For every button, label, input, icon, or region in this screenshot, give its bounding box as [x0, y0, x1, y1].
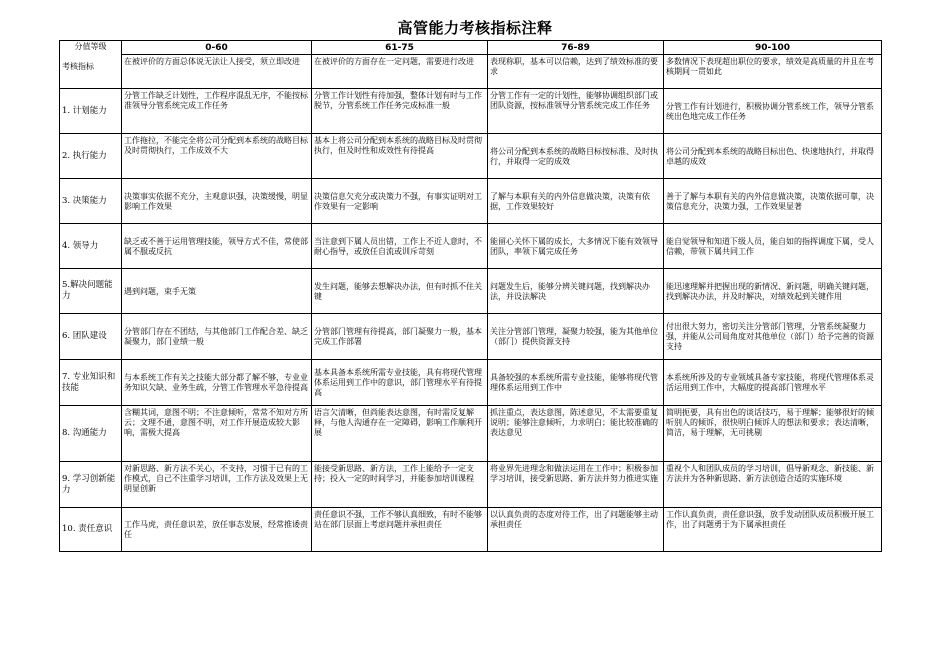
table-row	[60, 462, 882, 508]
table-cell: 善于了解与本职有关的内外信息做决策，决策依据可靠，决策信息充分，决策力强，工作效果显著	[664, 179, 882, 224]
table-cell: 责任意识不强，工作不够认真细致，有时不能够站在部门层面上考虑问题并承担责任	[312, 508, 488, 552]
table-cell: 问题发生后，能够分辨关键问题，找到解决办法，并设法解决	[488, 269, 664, 314]
table-cell: 关注分管部门管理，凝聚力较强，能为其他单位（部门）提供资源支持	[488, 314, 664, 360]
page-title: 高管能力考核指标注释	[397, 19, 553, 37]
table-cell: 能留心关怀下属的成长，大多情况下能有效领导团队，率领下属完成任务	[488, 224, 664, 269]
table-cell: 遇到问题，束手无策	[122, 269, 312, 314]
table-cell: 付出很大努力，密切关注分管部门管理，分管系统凝聚力强，并能从公司局角度对其他单位（部门）给予完善的资源支持	[664, 314, 882, 360]
table-cell: 将业界先进理念和做法运用在工作中；积极参加学习培训，接受新思路、新方法并努力推进实施	[488, 462, 664, 508]
table-cell: 工作拖拉，不能完全将公司分配到本系统的战略目标及时贯彻执行，工作成效不大	[122, 134, 312, 179]
table-row	[60, 360, 882, 406]
row-label: 9. 学习创新能力	[60, 462, 122, 508]
table-cell: 重视个人和团队成员的学习培训，倡导新观念、新技能、新方法并为各种新思路、新方法创造合适的实施环境	[664, 462, 882, 508]
table-cell: 抓注重点，表达意图，陈述意见，不太需要重复说明；能够注意倾听，力求明白；能比较准确的表达意见	[488, 406, 664, 462]
table-cell: 当注意到下属人员出错，工作上不近人意时，不耐心指导，或放任自流或训斥苛刻	[312, 224, 488, 269]
table-row	[60, 224, 882, 269]
table-cell: 含糊其词，意图不明；不注意倾听，常常不知对方所云；文理不通，意图不明，对工作开展造成较大影响，需极大提高	[122, 406, 312, 462]
table-row	[60, 314, 882, 360]
definition-row	[60, 55, 882, 89]
evaluation-table	[59, 40, 882, 552]
table-cell: 对新思路、新方法不关心，不支持，习惯于已有的工作模式，自己不注重学习培训，工作方法及效果上无明显创新	[122, 462, 312, 508]
table-row	[60, 269, 882, 314]
table-row	[60, 179, 882, 224]
table-row	[60, 508, 882, 552]
row-label: 6. 团队建设	[60, 314, 122, 360]
table-row	[60, 89, 882, 134]
table-cell: 能自觉领导和知道下级人员，能自如的指挥调度下属，受人信赖，带领下属共同工作	[664, 224, 882, 269]
table-cell: 工作马虎，责任意识差，放任事态发展，经常推诿责任	[122, 508, 312, 552]
table-cell: 分管部门存在不团结，与其他部门工作配合差、缺乏凝聚力，部门业绩一般	[122, 314, 312, 360]
row-label: 3. 决策能力	[60, 179, 122, 224]
corner-top-label: 分值等级	[74, 42, 107, 51]
header-row	[60, 41, 882, 55]
table-cell: 具备较强的本系统所需专业技能，能够将现代管理体系运用到工作中	[488, 360, 664, 406]
table-cell: 决策信息欠充分或决策力不强，有事实证明对工作效果有一定影响	[312, 179, 488, 224]
table-cell: 分管部门管理有待提高，部门凝聚力一般，基本完成工作部署	[312, 314, 488, 360]
table-row	[60, 406, 882, 462]
row-label: 2. 执行能力	[60, 134, 122, 179]
table-cell: 将公司分配到本系统的战略目标出色、快速地执行，并取得卓越的成效	[664, 134, 882, 179]
row-label: 8. 沟通能力	[60, 406, 122, 462]
row-label: 1. 计划能力	[60, 89, 122, 134]
table-cell: 分管工作有计划进行，积极协调分管系统工作，领导分管系统出色地完成工作任务	[664, 89, 882, 134]
table-cell: 发生问题，能够去想解决办法，但有时抓不住关键	[312, 269, 488, 314]
corner-bottom-label: 考核指标	[62, 62, 94, 71]
table-cell: 分管工作缺乏计划性，工作程序混乱无序，不能按标准领导分管系统完成工作任务	[122, 89, 312, 134]
table-cell: 本系统所涉及的专业领域具备专家技能，将现代管理体系灵活运用到工作中，大幅度的提高部门管理水平	[664, 360, 882, 406]
table-row	[60, 134, 882, 179]
corner-cell	[60, 41, 122, 89]
table-cell: 与本系统工作有关之技能大部分都了解不够，专业业务知识欠缺、业务生疏，分管工作管理水平急待提高	[122, 360, 312, 406]
table-cell: 以认真负责的态度对待工作，出了问题能够主动承担责任	[488, 508, 664, 552]
table-cell: 语言欠清晰，但尚能表达意图，有时需反复解释，与他人沟通存在一定障碍，影响工作顺利开展	[312, 406, 488, 462]
row-label: 7. 专业知识和技能	[60, 360, 122, 406]
definition-cell: 表现称职，基本可以信赖，达到了绩效标准的要求	[488, 55, 664, 89]
table-cell: 基本具备本系统所需专业技能，具有将现代管理体系运用到工作中的意识，部门管理水平有待提高	[312, 360, 488, 406]
table-cell: 将公司分配到本系统的战略目标按标准、及时执行，并取得一定的成效	[488, 134, 664, 179]
table-cell: 能迅速理解并把握出现的新情况、新问题，明确关键问题，找到解决办法，并及时解决，对绩效起到关键作用	[664, 269, 882, 314]
table-cell: 工作认真负责，责任意识强，放手发动团队成员积极开展工作，出了问题勇于为下属承担责任	[664, 508, 882, 552]
table-cell: 基本上将公司分配到本系统的战略目标及时贯彻执行，但及时性和成效性有待提高	[312, 134, 488, 179]
col-header-0-60: 0-60	[122, 41, 312, 55]
table-cell: 决策事实依据不充分，主观意识强，决策缓慢，明显影响工作效果	[122, 179, 312, 224]
table-cell: 分管工作计划性有待加强，整体计划有时与工作脱节，分管系统工作任务完成标准一般	[312, 89, 488, 134]
col-header-90-100: 90-100	[664, 41, 882, 55]
table-cell: 能接受新思路、新方法，工作上能给予一定支持；投入一定的时间学习，并能参加培训课程	[312, 462, 488, 508]
row-label: 4. 领导力	[60, 224, 122, 269]
row-label: 5.解决问题能力	[60, 269, 122, 314]
definition-cell: 在被评价的方面存在一定问题，需要进行改进	[312, 55, 488, 89]
row-label: 10. 责任意识	[60, 508, 122, 552]
table-cell: 分管工作有一定的计划性，能够协调组织部门或团队资源，按标准领导分管系统完成工作任务	[488, 89, 664, 134]
col-header-61-75: 61-75	[312, 41, 488, 55]
definition-cell: 多数情况下表现超出职位的要求，绩效是高质量的并且在考核期间一贯如此	[664, 55, 882, 89]
col-header-76-89: 76-89	[488, 41, 664, 55]
table-cell: 了解与本职有关的内外信息做决策，决策有依据，工作效果较好	[488, 179, 664, 224]
table-cell: 简明扼要，具有出色的谈话技巧，易于理解；能够很好的倾听别人的倾诉，很快明白倾诉人的想法和要求；表达清晰，简洁，易于理解，无可挑剔	[664, 406, 882, 462]
definition-cell: 在被评价的方面总体说无法让人接受，须立即改进	[122, 55, 312, 89]
table-cell: 缺乏或不善于运用管理技能，领导方式不佳，常使部属不服或反抗	[122, 224, 312, 269]
